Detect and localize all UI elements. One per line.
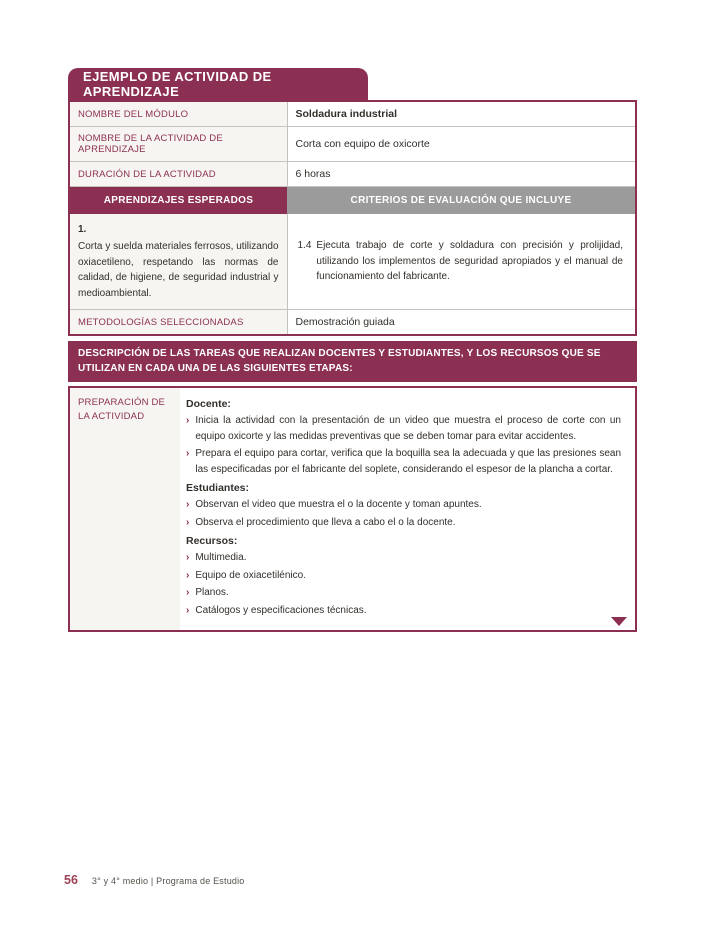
- list-item: [186, 446, 621, 477]
- table-row-duration: [69, 162, 636, 187]
- table-row-learning-body: [69, 214, 636, 310]
- activity-name-label: NOMBRE DE LA ACTIVIDAD DE APRENDIZAJE: [69, 127, 287, 162]
- stage-label: PREPARACIÓN DE LA ACTIVIDAD: [70, 388, 180, 630]
- docente-bullet-1: Inicia la actividad con la presentación de un video que muestra el proceso de corte con un equipo oxicorte y las medidas preventivas que se deben tomar para evitar accidentes.: [195, 415, 621, 442]
- bullet-marker: ›: [186, 448, 190, 459]
- recursos-bullet-1: Multimedia.: [195, 552, 247, 563]
- bullet-marker: ›: [186, 569, 190, 581]
- list-item: [186, 413, 621, 444]
- docente-heading: Docente:: [186, 398, 231, 410]
- activity-name-value: Corta con equipo de oxicorte: [287, 127, 636, 162]
- duration-label: DURACIÓN DE LA ACTIVIDAD: [69, 162, 287, 187]
- criteria-number: 1.4: [297, 240, 312, 251]
- expected-learning-cell: [69, 214, 287, 310]
- table-row-methodology: [69, 310, 636, 336]
- list-item: [186, 568, 621, 584]
- table-header-row: [69, 187, 636, 214]
- stage-tasks: [180, 388, 635, 630]
- bullet-marker: ›: [186, 499, 190, 510]
- module-label: NOMBRE DEL MÓDULO: [69, 101, 287, 127]
- methodology-label: METODOLOGÍAS SELECCIONADAS: [69, 310, 287, 336]
- recursos-bullet-3: Planos.: [195, 587, 229, 598]
- expected-learning-text: Corta y suelda materiales ferrosos, utilizando oxiacetileno, respetando las normas de calidad, de higiene, de seguridad industrial y medioambiental.: [78, 241, 279, 299]
- bullet-marker: ›: [186, 516, 190, 528]
- list-item: [186, 585, 621, 601]
- footer-text: 3° y 4° medio | Programa de Estudio: [91, 876, 245, 886]
- docente-bullet-2: Prepara el equipo para cortar, verifica que la boquilla sea la adecuada y que las presiones sean las especificadas por el fabricante del soplete, considerando el espesor de la plancha a cortar.: [195, 448, 621, 475]
- bullet-marker: ›: [186, 552, 190, 563]
- expected-learning-number: 1.: [78, 223, 87, 235]
- estudiantes-bullet-1: Observan el video que muestra el o la docente y toman apuntes.: [195, 499, 482, 510]
- page-number: 56: [64, 873, 78, 887]
- estudiantes-heading: Estudiantes:: [186, 482, 250, 494]
- preparation-section: [68, 386, 637, 632]
- criteria-text: Ejecuta trabajo de corte y soldadura con precisión y prolijidad, utilizando los implementos de seguridad apropiados y el manual de funcionamiento del fabricante.: [316, 240, 623, 282]
- page-content: [68, 68, 637, 632]
- duration-value: 6 horas: [287, 162, 636, 187]
- table-row-module: [69, 101, 636, 127]
- continuation-arrow-icon: [611, 617, 627, 626]
- bullet-marker: ›: [186, 415, 190, 426]
- evaluation-criteria-header: CRITERIOS DE EVALUACIÓN QUE INCLUYE: [287, 187, 636, 214]
- bullet-marker: ›: [186, 587, 190, 598]
- bullet-marker: ›: [186, 604, 190, 616]
- list-item: [186, 497, 621, 513]
- activity-example-tab: [68, 68, 368, 100]
- tasks-description-banner: DESCRIPCIÓN DE LAS TAREAS QUE REALIZAN DOCENTES Y ESTUDIANTES, Y LOS RECURSOS QUE SE UTILIZAN EN CADA UNA DE LAS SIGUIENTES ETAPAS:: [68, 341, 637, 382]
- list-item: [186, 550, 621, 566]
- recursos-bullet-4: Catálogos y especificaciones técnicas.: [195, 604, 367, 616]
- recursos-bullet-2: Equipo de oxiacetilénico.: [195, 569, 306, 581]
- activity-table: [68, 100, 637, 336]
- expected-learning-header: APRENDIZAJES ESPERADOS: [69, 187, 287, 214]
- page-footer: [64, 873, 245, 887]
- table-row-activity-name: [69, 127, 636, 162]
- evaluation-criteria-cell: [287, 214, 636, 310]
- list-item: [186, 515, 621, 531]
- recursos-heading: Recursos:: [186, 535, 238, 547]
- module-value: Soldadura industrial: [287, 101, 636, 127]
- list-item: [186, 603, 621, 619]
- estudiantes-bullet-2: Observa el procedimiento que lleva a cabo el o la docente.: [195, 516, 456, 528]
- activity-example-title: EJEMPLO DE ACTIVIDAD DE APRENDIZAJE: [83, 69, 272, 99]
- methodology-value: Demostración guiada: [287, 310, 636, 336]
